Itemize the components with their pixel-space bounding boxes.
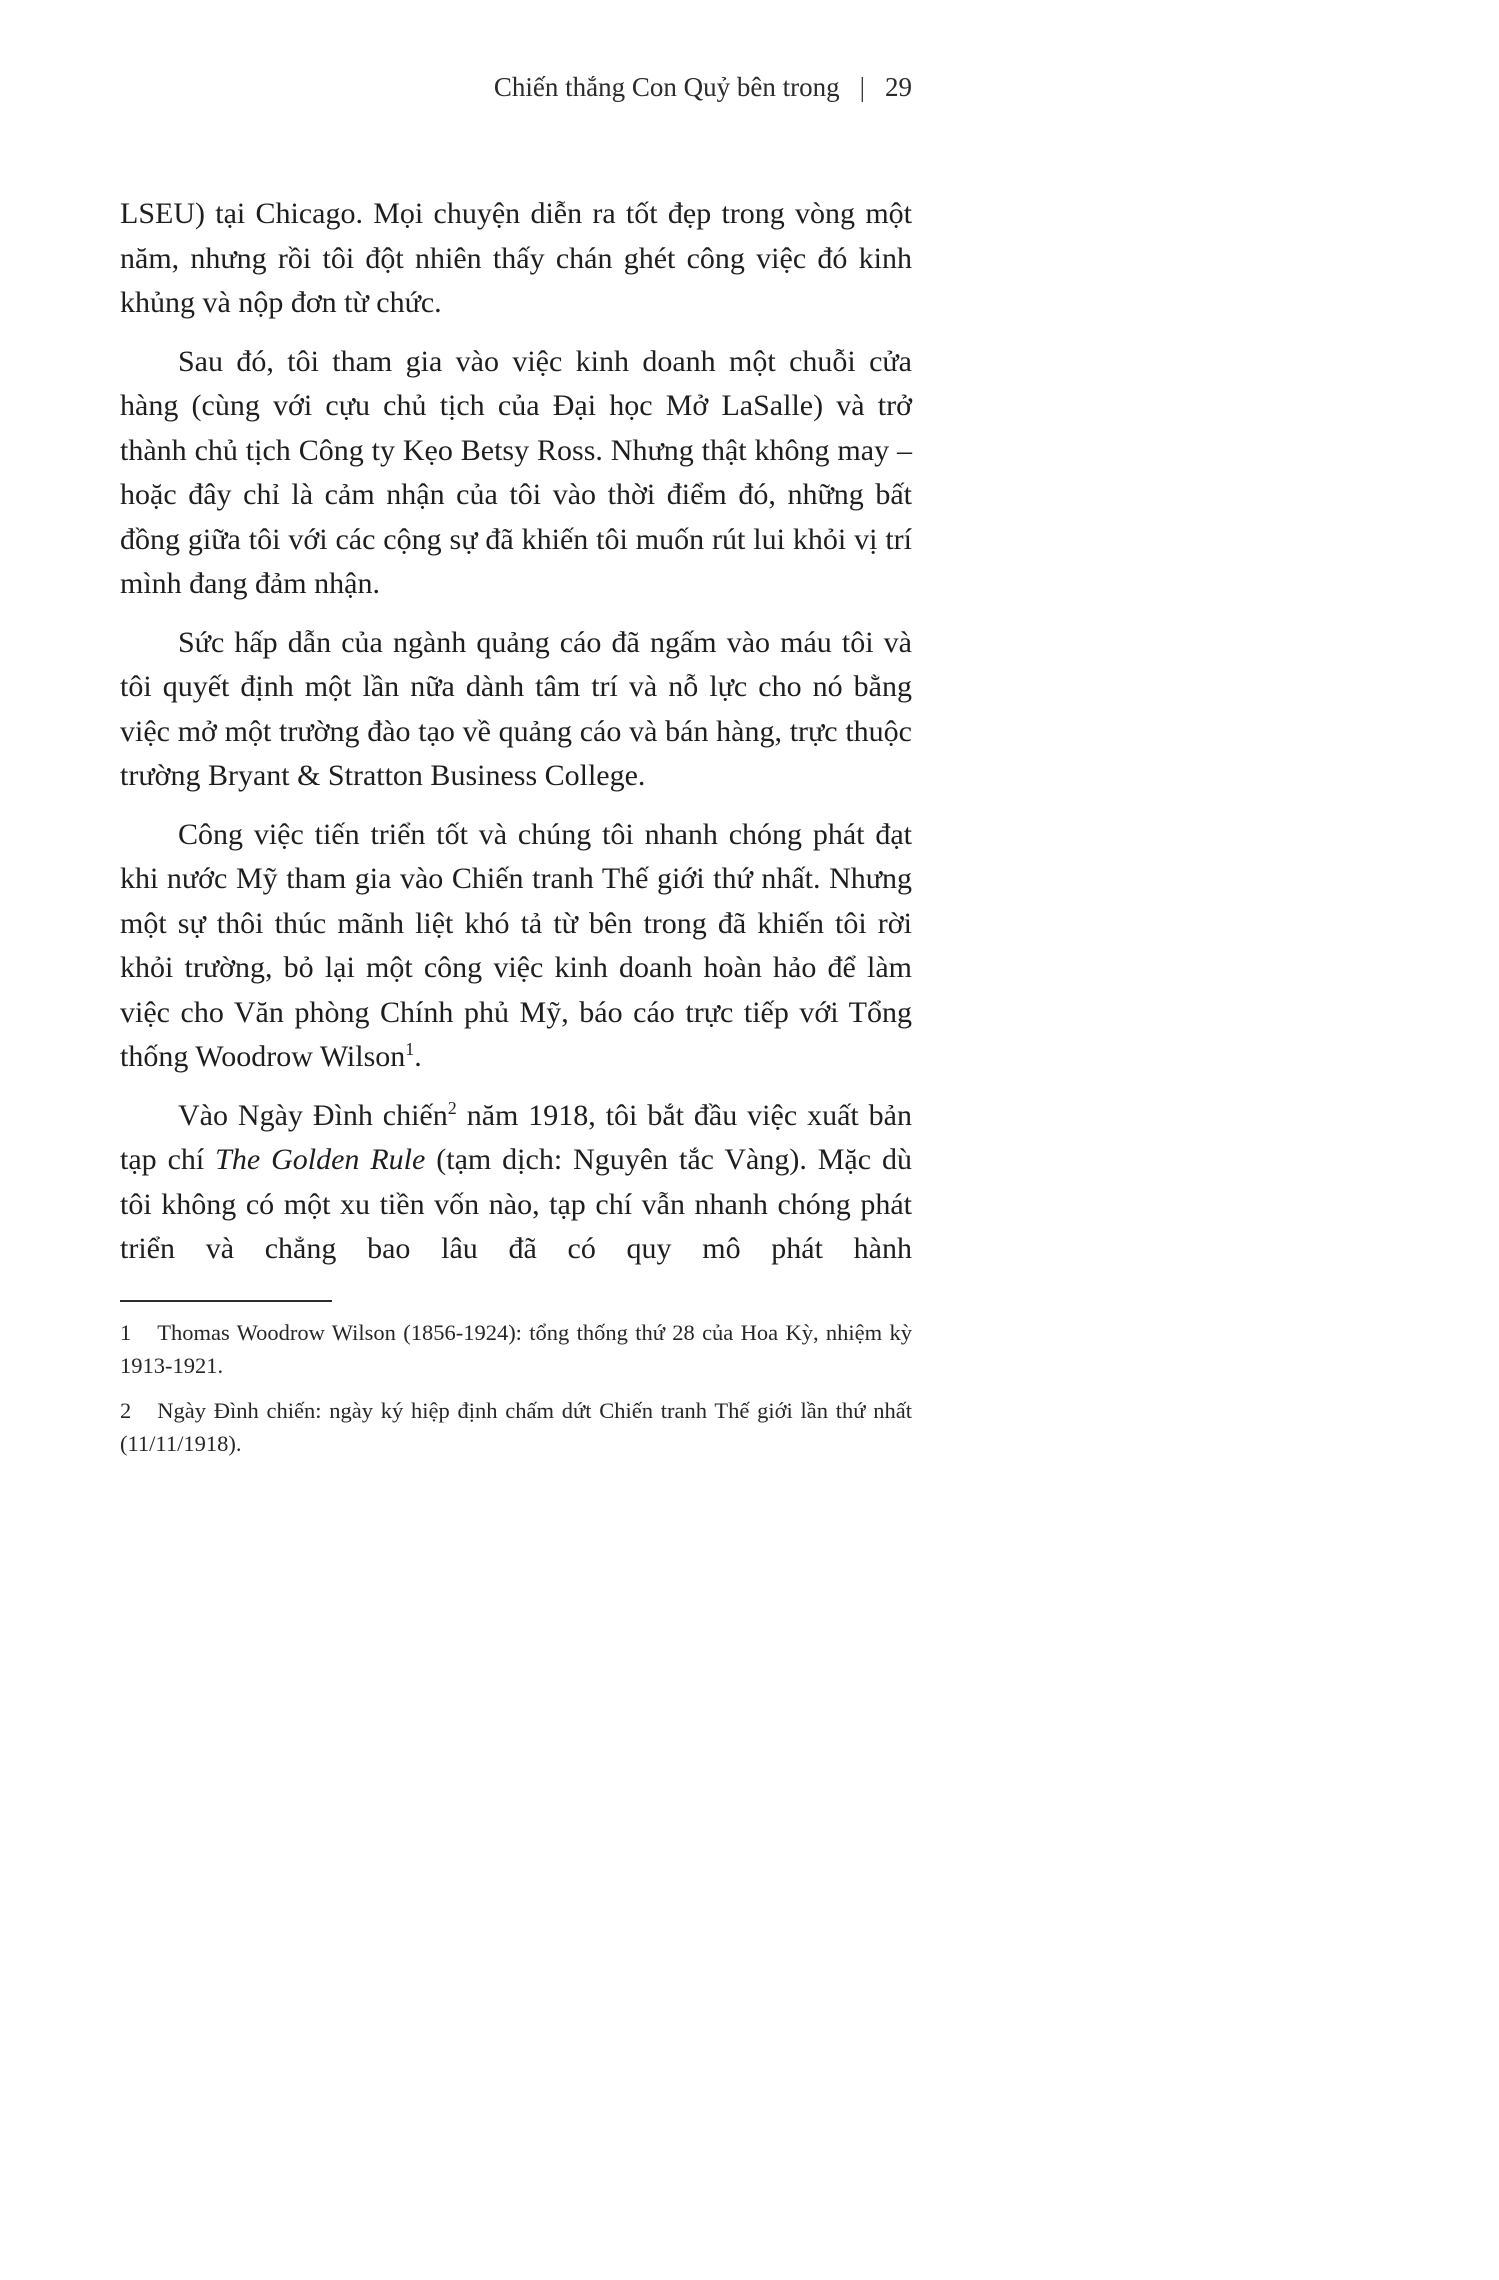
page-content bbox=[120, 70, 912, 1472]
magazine-title: The Golden Rule bbox=[215, 1143, 426, 1176]
paragraph-text: (tạm dịch: Nguyên tắc Vàng). Mặc dù tôi không có một xu tiền vốn nào, tạp chí vẫn nhanh chóng phát triển và chẳng bao lâu đã có quy mô phát hành bbox=[120, 1143, 912, 1265]
paragraph-2: Sau đó, tôi tham gia vào việc kinh doanh một chuỗi cửa hàng (cùng với cựu chủ tịch của Đại học Mở LaSalle) và trở thành chủ tịch Công ty Kẹo Betsy Ross. Nhưng thật không may – hoặc đây chỉ là cảm nhận của tôi vào thời điểm đó, những bất đồng giữa tôi với các cộng sự đã khiến tôi muốn rút lui khỏi vị trí mình đang đảm nhận. bbox=[120, 344, 912, 600]
paragraph-text: năm 1918, tôi bắt đầu việc xuất bản tạp chí bbox=[120, 1098, 912, 1176]
header-separator: | bbox=[859, 72, 865, 102]
running-header bbox=[120, 70, 912, 104]
body-text bbox=[120, 192, 912, 1272]
paragraph-text: Vào Ngày Đình chiến bbox=[178, 1098, 448, 1132]
footnote-marker-2: 2 bbox=[447, 1097, 457, 1118]
footnote-separator-rule bbox=[120, 1300, 332, 1302]
paragraph-text: Công việc tiến triển tốt và chúng tôi nhanh chóng phát đạt khi nước Mỹ tham gia vào Chiến tranh Thế giới thứ nhất. Nhưng một sự thôi thúc mãnh liệt khó tả từ bên trong đã khiến tôi rời khỏi trường, bỏ lại một công việc kinh doanh hoàn hảo để làm việc cho Văn phòng Chính phủ Mỹ, báo cáo trực tiếp với Tổng thống Woodrow Wilson bbox=[120, 817, 912, 1073]
paragraph-3: Sức hấp dẫn của ngành quảng cáo đã ngấm vào máu tôi và tôi quyết định một lần nữa dành tâm trí và nỗ lực cho nó bằng việc mở một trường đào tạo về quảng cáo và bán hàng, trực thuộc trường Bryant & Stratton Business College. bbox=[120, 625, 912, 792]
footnote-number: 1 bbox=[120, 1319, 132, 1345]
footnote-text: Thomas Woodrow Wilson (1856-1924): tổng thống thứ 28 của Hoa Kỳ, nhiệm kỳ 1913-1921. bbox=[120, 1319, 912, 1378]
footnote-text: Ngày Đình chiến: ngày ký hiệp định chấm dứt Chiến tranh Thế giới lần thứ nhất (11/11/1918). bbox=[120, 1397, 912, 1456]
footnote-2 bbox=[120, 1394, 912, 1460]
footnote-1 bbox=[120, 1316, 912, 1382]
paragraph-5 bbox=[120, 1094, 912, 1272]
footnotes-section bbox=[120, 1300, 912, 1460]
footnote-marker-1: 1 bbox=[405, 1039, 415, 1059]
paragraph-1: LSEU) tại Chicago. Mọi chuyện diễn ra tốt đẹp trong vòng một năm, nhưng rồi tôi đột nhiên thấy chán ghét công việc đó kinh khủng và nộp đơn từ chức. bbox=[120, 197, 912, 319]
footnote-number: 2 bbox=[120, 1397, 132, 1423]
paragraph-text: . bbox=[414, 1040, 422, 1073]
paragraph-4 bbox=[120, 813, 912, 1080]
page-number: 29 bbox=[885, 72, 912, 102]
chapter-title: Chiến thắng Con Quỷ bên trong bbox=[493, 72, 840, 102]
